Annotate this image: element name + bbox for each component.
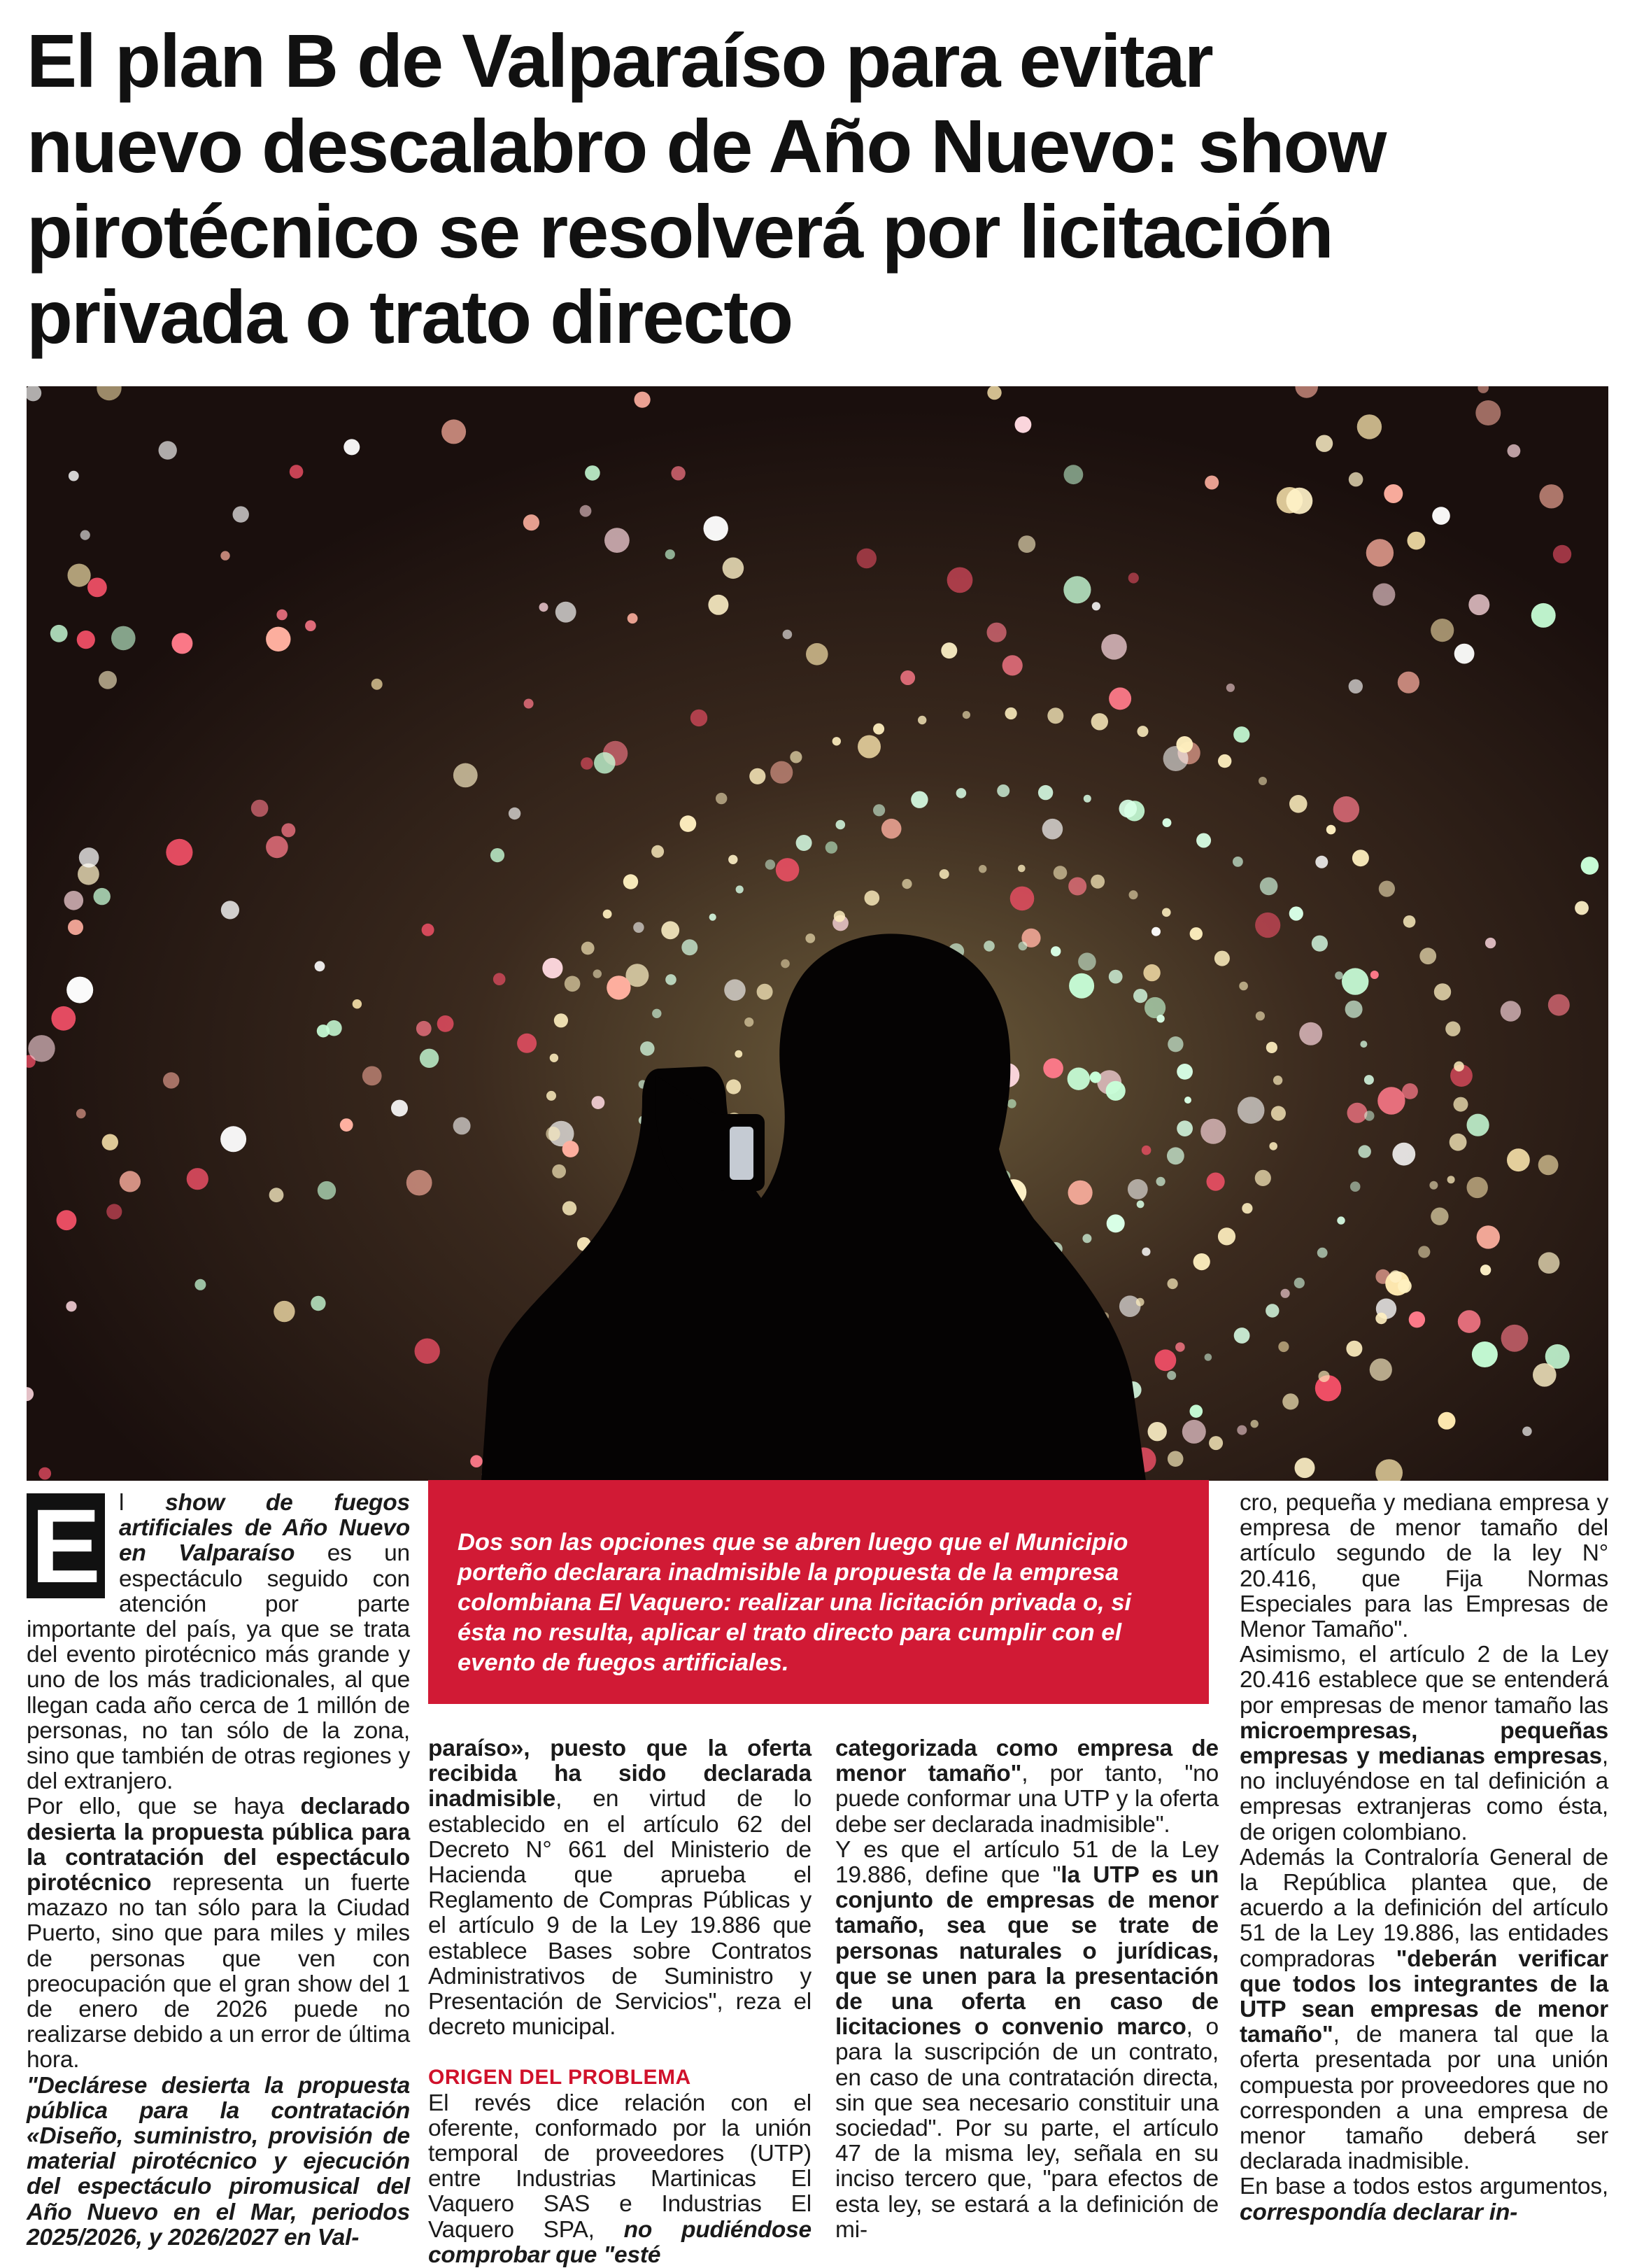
paragraph: Asimismo, el artículo 2 de la Ley 20.416 establece que se entenderá por empresas de menor tamaño las microempresas, pequeñas empresas y medianas empresas, no incluyéndose en tal definición a empresas extranjeras como ésta, de origen colombiano. [1240, 1642, 1608, 1845]
fireworks-photo-icon [27, 386, 1608, 1481]
fireworks-photo [27, 386, 1608, 1481]
paragraph: Y es que el artículo 51 de la Ley 19.886, define que "la UTP es un conjunto de empresas de menor tamaño, sea que se trate de personas naturales o jurídicas, que se unen para la presentación de una oferta en caso de licitaciones o convenio marco, o para la suscripción de un contrato, en caso de una contratación directa, sin que sea necesario constituir una sociedad". Por su parte, el artículo 47 de la misma ley, señala en su inciso tercero que, "para efectos de esta ley, se estará a la definición de mi- [835, 1836, 1219, 2243]
article-column-3 [835, 1736, 1219, 2243]
pull-quote-box [428, 1480, 1209, 1704]
camera-screen [730, 1127, 753, 1180]
article-column-2 [428, 1736, 812, 2268]
article-column-4 [1240, 1491, 1608, 2225]
headline-line-4: privada o trato directo [27, 274, 793, 359]
article-column-1 [27, 1487, 410, 2251]
headline [27, 18, 1608, 360]
paragraph: Además la Contraloría General de la República plantea que, de acuerdo a la definición del artículo 51 de la Ley 19.886, las entidades compradoras "deberán verificar que todos los integrantes de la UTP sean empresas de menor tamaño", de manera tal que la oferta presentada por una unión compuesta por proveedores que no corresponden a una empresa de menor tamaño deberá ser declarada inadmisible. [1240, 1844, 1608, 2175]
paragraph: cro, pequeña y mediana empresa y empresa de menor tamaño del artículo segundo de la ley N° 20.416, que Fija Normas Especiales para las Empresas de Menor Tamaño". [1240, 1490, 1608, 1643]
headline-line-1: El plan B de Valparaíso para evitar [27, 18, 1212, 103]
paragraph: Por ello, que se haya declarado desierta la propuesta pública para la contratación del espectáculo pirotécnico representa un fuerte mazazo no tan sólo para la Ciudad Puerto, sino que para miles y miles de personas que ven con preocupación que el gran show del 1 de enero de 2026 puede no realizarse debido a un error de última hora. [27, 1794, 410, 2073]
paragraph: "Declárese desierta la propuesta pública para la contratación «Diseño, suministro, provisión de material pirotécnico y ejecución del espectáculo piromusical del Año Nuevo en el Mar, periodos 2025/2026, y 2026/2027 en Val- [27, 2072, 410, 2251]
headline-line-3: pirotécnico se resolverá por licitación [27, 189, 1333, 274]
paragraph: l show de fuegos artificiales de Año Nuevo en Valparaíso es un espectáculo seguido con atención por parte importante del país, ya que se trata del evento pirotécnico más grande y uno de los más tradicionales, al que llegan cada año cerca de 1 millón de personas, no tan sólo de la zona, sino que también de otras regiones y del extranjero. [27, 1490, 410, 1795]
pull-quote-text: Dos son las opciones que se abren luego que el Municipio porteño declarara inadmisible la propuesta de la empresa colombiana El Vaquero: realizar una licitación privada o, si ésta no resulta, aplicar el trato directo para cumplir con el evento de fuegos artificiales. [458, 1529, 1132, 1676]
section-subhead: ORIGEN DEL PROBLEMA [428, 2066, 691, 2090]
paragraph: paraíso», puesto que la oferta recibida ha sido declarada inadmisible, en virtud de lo establecido en el artículo 62 del Decreto N° 661 del Ministerio de Hacienda que aprueba el Reglamento de Compras Públicas y el artículo 9 de la Ley 19.886 que establece Bases sobre Contratos Administrativos de Suministro y Presentación de Servicios", reza el decreto municipal. [428, 1735, 812, 2041]
drop-cap: E [27, 1493, 105, 1598]
paragraph: categorizada como empresa de menor tamaño", por tanto, "no puede conformar una UTP y la oferta debe ser declarada inadmisible". [835, 1735, 1219, 1838]
paragraph: El revés dice relación con el oferente, conformado por la unión temporal de proveedores (UTP) entre Industrias Martinicas El Vaquero SAS e Industrias El Vaquero SPA, no pudiéndose comprobar que "esté [428, 2090, 812, 2268]
paragraph: En base a todos estos argumentos, correspondía declarar in- [1240, 2174, 1608, 2225]
headline-line-2: nuevo descalabro de Año Nuevo: show [27, 104, 1386, 188]
